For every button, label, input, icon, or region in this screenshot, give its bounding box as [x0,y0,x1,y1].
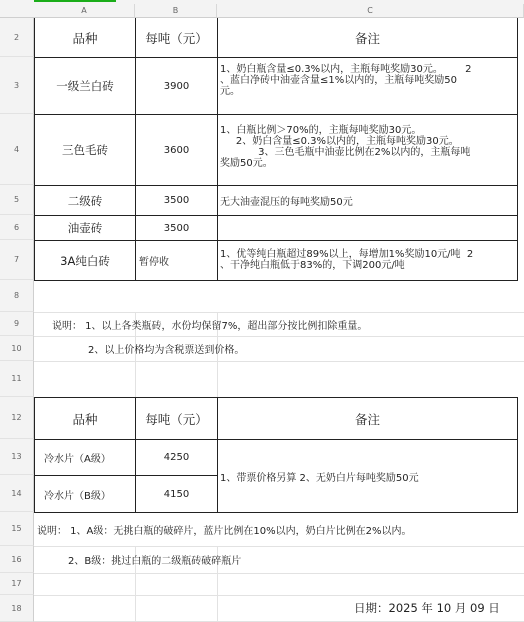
notes-cell: 1、奶白瓶含量≤0.3%以内，主瓶每吨奖励30元。 2 、蓝白净砖中油壶含量≤1%以内的，主瓶每吨奖励50 元。 [220,64,472,97]
notes-cell [220,216,517,240]
row-header-11[interactable]: 11 [0,361,34,397]
table-border [517,397,518,513]
row-header-4[interactable]: 4 [0,114,34,185]
price-cell: 3500 [163,195,190,206]
notes-cell: 无大油壶混压的每吨奖励50元 [220,197,353,208]
row-header-16[interactable]: 16 [0,546,34,573]
header-notes: 备注 [354,411,380,427]
gridline [34,361,524,362]
date-label: 日期：2025 年 10 月 09 日 [354,601,500,615]
header-price: 每吨（元） [145,411,208,427]
header-variety: 品种 [72,411,98,427]
explanation-line: 2、以上价格均为含税票送到价格。 [88,345,245,356]
row-header-17[interactable]: 17 [0,573,34,595]
row-header-13[interactable]: 13 [0,439,34,475]
row-header-14[interactable]: 14 [0,475,34,512]
row-header-3[interactable]: 3 [0,57,34,114]
variety-cell: 油壶砖 [67,221,103,235]
notes-cell-merged: 1、带票价格另算 2、无奶白片每吨奖励50元 [220,472,419,484]
gridline [34,573,524,574]
notes-cell: 1、白瓶比例＞70%的，主瓶每吨奖励30元。 2、奶白含量≤0.3%以内的，主瓶每吨奖励30元。 3、三色毛瓶中油壶比例在2%以内的，主瓶每吨 奖励50元。 [220,125,471,169]
row-header-8[interactable]: 8 [0,280,34,312]
price-cell: 3500 [163,222,190,234]
variety-cell: 冷水片（A级） [44,454,111,465]
row-header-2[interactable]: 2 [0,18,34,57]
variety-cell: 一级兰白砖 [56,79,114,93]
selection-indicator [34,0,116,2]
table-border [517,18,518,281]
header-price: 每吨（元） [145,30,208,46]
row-header-10[interactable]: 10 [0,336,34,361]
variety-cell: 三色毛砖 [62,143,108,157]
row-header-5[interactable]: 5 [0,185,34,215]
price-cell: 4250 [163,452,190,463]
row-header-9[interactable]: 9 [0,312,34,336]
row-header-6[interactable]: 6 [0,215,34,240]
header-notes: 备注 [354,30,380,46]
price-cell: 3900 [163,80,190,92]
variety-cell: 二级砖 [67,193,103,208]
price-cell: 4150 [163,488,190,500]
row-header-15[interactable]: 15 [0,512,34,546]
row-header-7[interactable]: 7 [0,240,34,280]
explanation-line: 2、B级：挑过白瓶的二级瓶砖破碎瓶片 [68,556,242,567]
table-border [34,280,518,281]
explanation-line: 说明： 1、以上各类瓶砖，水份均保留7%，超出部分按比例扣除重量。 [52,320,368,332]
price-cell: 暂停收 [139,257,169,268]
variety-cell: 3A纯白砖 [60,253,110,268]
notes-cell: 1、优等纯白瓶超过89%以上，每增加1%奖励10元/吨 2 、干净纯白瓶低于83%的，下调200元/吨 [220,249,474,271]
variety-cell: 冷水片（B级） [44,490,111,502]
row-header-18[interactable]: 18 [0,595,34,622]
column-header-c[interactable]: C [217,4,524,18]
explanation-line: 说明： 1、A级：无挑白瓶的破碎片，蓝片比例在10%以内，奶白片比例在2%以内。 [37,525,412,537]
price-cell: 3600 [163,144,190,156]
header-variety: 品种 [72,30,98,46]
row-header-12[interactable]: 12 [0,397,34,439]
column-header-b[interactable]: B [135,4,217,18]
column-header-a[interactable]: A [34,4,135,18]
table-border [217,18,218,281]
